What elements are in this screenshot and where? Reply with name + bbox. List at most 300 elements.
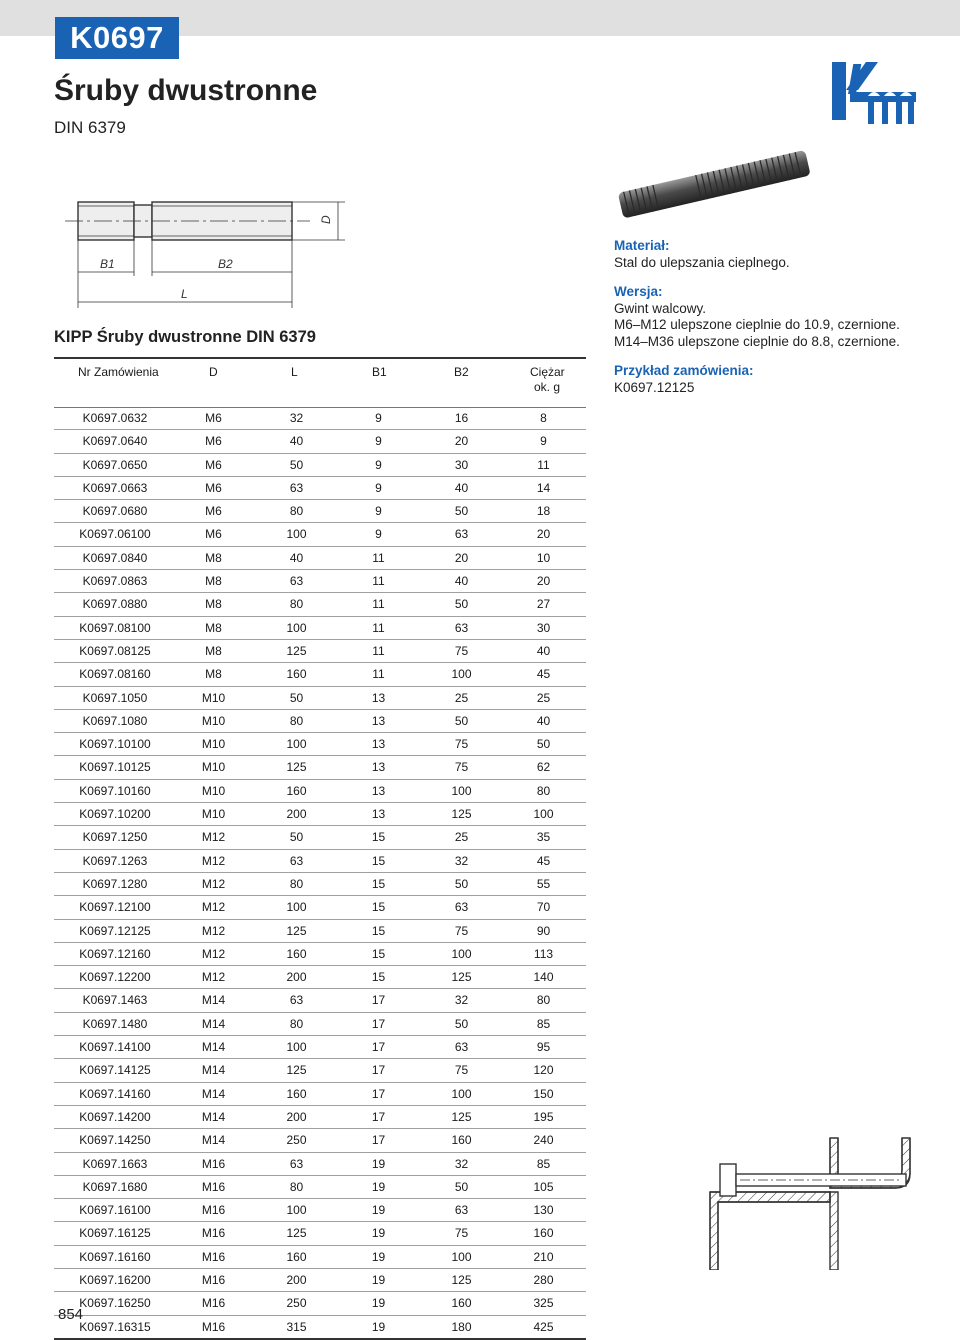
cell-b2: 125 [451,1272,472,1287]
cell-weight: 18 [536,504,551,519]
cell-b1: 17 [371,1109,386,1124]
cell-order-no: K0697.1280 [82,876,148,891]
label-l: L [181,287,188,301]
cell-d: M10 [201,807,226,822]
cell-weight: 45 [536,667,551,682]
cell-weight: 20 [536,527,551,542]
cell-order-no: K0697.1263 [82,853,148,868]
cell-order-no: K0697.16160 [79,1249,151,1264]
cell-weight: 45 [536,853,551,868]
cell-b1: 15 [371,830,386,845]
table-row [54,966,586,989]
cell-order-no: K0697.14160 [79,1086,151,1101]
cell-l: 100 [286,1040,307,1055]
table-row [54,687,586,710]
cell-weight: 280 [533,1272,554,1287]
cell-order-no: K0697.0640 [82,434,148,449]
cell-b1: 17 [371,1016,386,1031]
table-row [54,547,586,570]
cell-b1: 11 [372,667,385,682]
order-example-label: Przykład zamówienia: [614,363,754,378]
cell-b2: 63 [454,1040,469,1055]
header-l: L [291,365,298,379]
cell-weight: 30 [536,620,551,635]
cell-d: M14 [201,1086,226,1101]
cell-b1: 17 [371,1040,386,1055]
cell-b2: 63 [454,620,469,635]
cell-weight: 195 [533,1109,554,1124]
cell-d: M8 [205,667,222,682]
cell-b2: 30 [454,457,469,472]
table-row [54,500,586,523]
cell-l: 40 [289,550,304,565]
product-table [54,407,586,1340]
cell-d: M12 [201,876,226,891]
page-title: Śruby dwustronne [54,74,318,107]
cell-b2: 20 [454,550,469,565]
table-row [54,593,586,616]
table-row [54,454,586,477]
cell-b1: 19 [371,1272,386,1287]
cell-b2: 25 [454,690,469,705]
header-b2: B2 [454,365,469,379]
version-line: M6–M12 ulepszone cieplnie do 10.9, czernione. [614,317,900,332]
cell-d: M8 [205,550,222,565]
cell-d: M8 [205,643,222,658]
cell-b1: 15 [371,853,386,868]
cell-d: M16 [201,1272,226,1287]
cell-l: 63 [289,993,304,1008]
cell-b2: 160 [451,1133,472,1148]
cell-d: M12 [201,830,226,845]
cell-l: 160 [286,783,307,798]
table-row [54,1129,586,1152]
cell-order-no: K0697.08160 [79,667,151,682]
table-row [54,943,586,966]
cell-l: 160 [286,667,307,682]
cell-d: M14 [201,1040,226,1055]
cell-b2: 63 [454,1203,469,1218]
label-b2: B2 [218,257,233,271]
cell-l: 250 [286,1133,307,1148]
cell-order-no: K0697.0680 [82,504,148,519]
table-row [54,1316,586,1340]
cell-d: M16 [201,1203,226,1218]
cell-b1: 15 [371,900,386,915]
cell-l: 125 [286,760,307,775]
table-row [54,710,586,733]
cell-b1: 19 [371,1156,386,1171]
cell-d: M8 [205,574,222,589]
cell-d: M12 [201,946,226,961]
cell-weight: 325 [533,1296,554,1311]
header-b1: B1 [372,365,387,379]
cell-order-no: K0697.0663 [82,480,148,495]
cell-l: 63 [289,853,304,868]
cell-b1: 13 [371,737,386,752]
cell-d: M12 [201,853,226,868]
cell-b1: 9 [375,504,382,519]
cell-order-no: K0697.16200 [79,1272,151,1287]
cell-l: 160 [286,1249,307,1264]
cell-l: 315 [286,1319,307,1334]
cell-l: 80 [289,504,304,519]
cell-d: M8 [205,620,222,635]
material-label: Materiał: [614,238,670,253]
table-row [54,640,586,663]
technical-drawing [60,180,360,310]
cell-order-no: K0697.08100 [79,620,151,635]
cell-b1: 15 [371,876,386,891]
cell-l: 100 [286,527,307,542]
page-subtitle: DIN 6379 [54,118,126,137]
table-row [54,570,586,593]
version-line: M14–M36 ulepszone cieplnie do 8.8, czernione. [614,333,900,349]
cell-order-no: K0697.14200 [79,1109,151,1124]
cell-l: 100 [286,737,307,752]
cell-b1: 11 [372,597,385,612]
cell-l: 63 [289,1156,304,1171]
cell-d: M14 [201,1016,226,1031]
cell-order-no: K0697.1663 [82,1156,148,1171]
cell-l: 125 [286,643,307,658]
header-weight-unit: ok. g [534,380,561,394]
cell-weight: 35 [536,830,551,845]
cell-b2: 63 [454,900,469,915]
cell-b2: 50 [454,504,469,519]
cell-l: 125 [286,1226,307,1241]
cell-d: M12 [201,970,226,985]
cell-b1: 17 [371,1063,386,1078]
cell-weight: 113 [533,946,554,961]
cell-d: M6 [205,480,222,495]
cell-d: M16 [201,1296,226,1311]
cell-order-no: K0697.16125 [79,1226,151,1241]
cell-weight: 150 [533,1086,554,1101]
cell-b1: 15 [371,923,386,938]
table-row [54,756,586,779]
cell-b2: 50 [454,1179,469,1194]
table-row [54,850,586,873]
cell-b1: 17 [371,1086,386,1101]
cell-b2: 20 [454,434,469,449]
cell-l: 63 [289,574,304,589]
cell-weight: 85 [536,1156,551,1171]
cell-l: 80 [289,597,304,612]
cell-b1: 9 [375,480,382,495]
table-row [54,989,586,1012]
cell-weight: 130 [533,1203,554,1218]
table-row [54,1176,586,1199]
material-text: Stal do ulepszania cieplnego. [614,254,790,270]
cell-b2: 16 [454,411,469,425]
cell-b2: 75 [454,923,469,938]
version-label: Wersja: [614,284,663,299]
cell-l: 250 [286,1296,307,1311]
cell-b1: 13 [371,760,386,775]
cell-b2: 50 [454,713,469,728]
cell-b2: 75 [454,1063,469,1078]
table-row [54,826,586,849]
cell-b2: 50 [454,597,469,612]
label-b1: B1 [100,257,115,271]
cell-b2: 40 [454,480,469,495]
cell-l: 100 [286,620,307,635]
cell-b2: 75 [454,1226,469,1241]
cell-order-no: K0697.1680 [82,1179,148,1194]
cell-order-no: K0697.1250 [82,830,148,845]
cell-weight: 100 [533,807,554,822]
cell-order-no: K0697.0880 [82,597,148,612]
cell-b1: 13 [371,713,386,728]
cell-l: 32 [289,411,304,425]
cell-b2: 75 [454,760,469,775]
cell-b2: 32 [454,853,469,868]
cell-b1: 15 [371,946,386,961]
cell-b1: 19 [371,1319,386,1334]
cell-order-no: K0697.0650 [82,457,148,472]
cell-order-no: K0697.1463 [82,993,148,1008]
cell-order-no: K0697.1480 [82,1016,148,1031]
cell-order-no: K0697.0840 [82,550,148,565]
cell-l: 50 [289,690,304,705]
cell-weight: 240 [533,1133,554,1148]
cell-order-no: K0697.10200 [79,807,151,822]
cell-d: M12 [201,923,226,938]
cell-weight: 95 [536,1040,551,1055]
cell-b1: 19 [371,1203,386,1218]
table-row [54,1199,586,1222]
cell-d: M14 [201,993,226,1008]
cell-l: 125 [286,923,307,938]
table-row [54,1083,586,1106]
cell-l: 100 [286,900,307,915]
cell-weight: 425 [533,1319,554,1334]
cell-b1: 11 [372,620,385,635]
cell-d: M6 [205,434,222,449]
table-row [54,780,586,803]
table-row [54,430,586,453]
cell-order-no: K0697.08125 [79,643,151,658]
cell-b1: 17 [371,1133,386,1148]
cell-weight: 90 [536,923,551,938]
cell-b1: 19 [371,1179,386,1194]
cell-order-no: K0697.0632 [82,411,148,425]
table-row [54,477,586,500]
cell-weight: 55 [536,876,551,891]
cell-b2: 125 [451,807,472,822]
cell-b1: 11 [372,550,385,565]
cell-order-no: K0697.10125 [79,760,151,775]
cell-weight: 27 [536,597,551,612]
cell-order-no: K0697.06100 [79,527,151,542]
table-row [54,1269,586,1292]
table-row [54,873,586,896]
cell-b1: 9 [375,434,382,449]
cell-d: M12 [201,900,226,915]
cell-b1: 9 [375,411,382,425]
cell-order-no: K0697.1050 [82,690,148,705]
cell-order-no: K0697.10100 [79,737,151,752]
cell-b1: 9 [375,457,382,472]
cell-weight: 80 [536,993,551,1008]
header-order-no: Nr Zamówienia [78,365,159,379]
installation-drawing [700,1130,915,1270]
cell-weight: 14 [536,480,551,495]
cell-d: M6 [205,457,222,472]
table-row [54,617,586,640]
cell-weight: 20 [536,574,551,589]
cell-b2: 100 [451,946,472,961]
cell-weight: 8 [540,411,547,425]
cell-b2: 75 [454,737,469,752]
cell-weight: 140 [533,970,554,985]
kipp-logo [832,60,920,126]
cell-l: 50 [289,830,304,845]
cell-weight: 62 [536,760,551,775]
cell-d: M10 [201,760,226,775]
cell-d: M16 [201,1179,226,1194]
table-row [54,803,586,826]
cell-b2: 160 [451,1296,472,1311]
cell-b2: 125 [451,970,472,985]
cell-b2: 100 [451,1086,472,1101]
cell-b2: 180 [451,1319,472,1334]
cell-l: 80 [289,1179,304,1194]
cell-order-no: K0697.12100 [79,900,151,915]
cell-order-no: K0697.14125 [79,1063,151,1078]
cell-d: M6 [205,527,222,542]
label-d: D [319,215,333,224]
cell-l: 200 [286,1109,307,1124]
cell-l: 80 [289,713,304,728]
stud-bolt-photo [610,145,820,220]
cell-d: M6 [205,504,222,519]
cell-weight: 85 [536,1016,551,1031]
cell-b2: 75 [454,643,469,658]
cell-b2: 63 [454,527,469,542]
cell-b1: 13 [371,783,386,798]
cell-weight: 50 [536,737,551,752]
cell-b1: 19 [371,1249,386,1264]
cell-d: M16 [201,1226,226,1241]
cell-d: M16 [201,1319,226,1334]
cell-l: 50 [289,457,304,472]
cell-b1: 13 [371,690,386,705]
cell-d: M14 [201,1109,226,1124]
table-row [54,1036,586,1059]
cell-l: 125 [286,1063,307,1078]
cell-b1: 19 [371,1296,386,1311]
table-row [54,1222,586,1245]
cell-d: M10 [201,737,226,752]
cell-order-no: K0697.16250 [79,1296,151,1311]
table-row [54,523,586,546]
cell-l: 200 [286,970,307,985]
cell-b2: 100 [451,783,472,798]
cell-d: M10 [201,783,226,798]
cell-weight: 25 [536,690,551,705]
cell-b1: 9 [375,527,382,542]
cell-b1: 13 [371,807,386,822]
table-row [54,1246,586,1269]
cell-order-no: K0697.12160 [79,946,151,961]
cell-l: 160 [286,946,307,961]
cell-l: 80 [289,876,304,891]
cell-d: M16 [201,1249,226,1264]
cell-b2: 32 [454,1156,469,1171]
table-row [54,920,586,943]
cell-b2: 100 [451,1249,472,1264]
cell-weight: 80 [536,783,551,798]
cell-l: 63 [289,480,304,495]
cell-weight: 70 [536,900,551,915]
cell-weight: 105 [533,1179,554,1194]
cell-d: M14 [201,1133,226,1148]
header-d: D [209,365,218,379]
cell-weight: 160 [533,1226,554,1241]
cell-order-no: K0697.10160 [79,783,151,798]
cell-l: 100 [286,1203,307,1218]
cell-d: M8 [205,597,222,612]
cell-weight: 210 [533,1249,554,1264]
cell-b2: 32 [454,993,469,1008]
cell-weight: 9 [540,434,547,449]
cell-order-no: K0697.16315 [79,1319,151,1334]
cell-d: M10 [201,690,226,705]
cell-weight: 10 [536,550,551,565]
table-row [54,733,586,756]
cell-weight: 11 [537,457,550,472]
header-weight: Ciężar [530,365,565,379]
cell-l: 40 [289,434,304,449]
cell-order-no: K0697.1080 [82,713,148,728]
cell-d: M10 [201,713,226,728]
cell-b1: 11 [372,643,385,658]
cell-order-no: K0697.14100 [79,1040,151,1055]
cell-order-no: K0697.12125 [79,923,151,938]
table-row [54,1153,586,1176]
cell-b2: 50 [454,876,469,891]
info-panel [614,238,944,409]
product-code-badge: K0697 [55,17,179,59]
order-example-value: K0697.12125 [614,379,695,395]
cell-b2: 50 [454,1016,469,1031]
cell-b1: 19 [371,1226,386,1241]
cell-weight: 40 [536,713,551,728]
cell-order-no: K0697.16100 [79,1203,151,1218]
cell-l: 200 [286,1272,307,1287]
cell-b2: 25 [454,830,469,845]
cell-weight: 40 [536,643,551,658]
cell-b1: 11 [372,574,385,589]
table-title: KIPP Śruby dwustronne DIN 6379 [54,328,316,346]
cell-l: 80 [289,1016,304,1031]
table-row [54,896,586,919]
cell-order-no: K0697.14250 [79,1133,151,1148]
table-row [54,1059,586,1082]
cell-order-no: K0697.0863 [82,574,148,589]
cell-b1: 17 [371,993,386,1008]
cell-b2: 100 [451,667,472,682]
cell-b2: 40 [454,574,469,589]
table-row [54,663,586,686]
cell-d: M6 [205,411,222,425]
page-number: 854 [58,1306,84,1323]
cell-d: M16 [201,1156,226,1171]
table-row [54,407,586,430]
cell-b2: 125 [451,1109,472,1124]
